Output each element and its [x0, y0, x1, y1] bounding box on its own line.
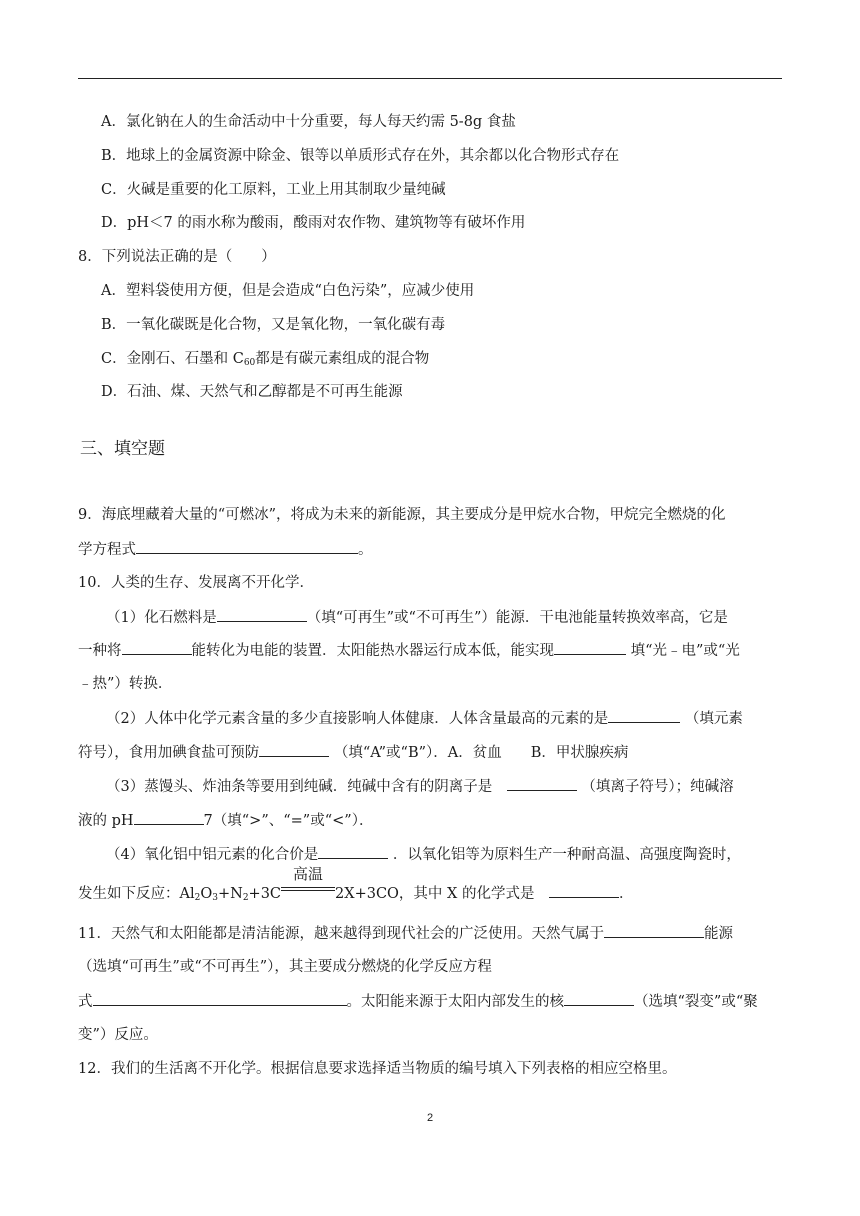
- q10-part3-line2: 液的 pH 7（填“>”、“=”或“<”）．: [78, 810, 373, 831]
- section-title: 三、填空题: [80, 439, 165, 459]
- answer-blank[interactable]: [136, 539, 358, 554]
- header-rule: [78, 78, 782, 79]
- q8-option-b: B．一氧化碳既是化合物，又是氧化物，一氧化碳有毒: [101, 317, 446, 333]
- q10-part2-line2: 符号），食用加碘食盐可预防 （填“A”或“B”）．A．贫血 B．甲状腺疾病: [78, 742, 628, 763]
- q10-part2-line1: （2）人体中化学元素含量的多少直接影响人体健康．人体含量最高的元素的是 （填元素: [106, 708, 743, 729]
- answer-blank[interactable]: [554, 640, 626, 655]
- answer-blank[interactable]: [134, 810, 204, 825]
- q10-stem: 10．人类的生存、发展离不开化学．: [78, 575, 314, 591]
- answer-blank[interactable]: [217, 607, 307, 622]
- answer-blank[interactable]: [549, 883, 619, 898]
- q7-option-c: C．火碱是重要的化工原料，工业上用其制取少量纯碱: [101, 182, 446, 198]
- q10-part1-line3: ﹣热”）转换．: [78, 676, 173, 692]
- q7-option-a: A．氯化钠在人的生命活动中十分重要，每人每天约需 5-8g 食盐: [101, 114, 516, 130]
- q7-option-d: D．pH＜7 的雨水称为酸雨，酸雨对农作物、建筑物等有破坏作用: [101, 215, 526, 231]
- q9-line1: 9．海底埋藏着大量的“可燃冰”，将成为未来的新能源，其主要成分是甲烷水合物，甲烷完全燃烧的化: [78, 507, 726, 523]
- q7-option-b: B．地球上的金属资源中除金、银等以单质形式存在外，其余都以化合物形式存在: [101, 148, 620, 164]
- answer-blank[interactable]: [93, 991, 347, 1006]
- q8-option-d: D．石油、煤、天然气和乙醇都是不可再生能源: [101, 384, 403, 400]
- page-number: 2: [426, 1112, 434, 1124]
- q8-option-a: A．塑料袋使用方便，但是会造成“白色污染”，应减少使用: [101, 283, 475, 299]
- q11-line1: 11．天然气和太阳能都是清洁能源，越来越得到现代社会的广泛使用。天然气属于 能源: [78, 923, 733, 944]
- answer-blank[interactable]: [259, 742, 329, 757]
- q11-line2: （选填“可再生”或“不可再生”），其主要成分燃烧的化学反应方程: [78, 959, 492, 975]
- answer-blank[interactable]: [318, 844, 388, 859]
- q10-part3-line1: （3）蒸馒头、炸油条等要用到纯碱．纯碱中含有的阴离子是 （填离子符号）；纯碱溶: [106, 776, 734, 797]
- answer-blank[interactable]: [604, 923, 704, 938]
- q11-line3: 式 。太阳能来源于太阳内部发生的核 （选填“裂变”或“聚: [78, 991, 758, 1012]
- q10-part1-line1: （1）化石燃料是 （填“可再生”或“不可再生”）能源．干电池能量转换效率高，它是: [106, 607, 728, 628]
- q9-line2: 学方程式 。: [78, 539, 373, 560]
- reaction-arrow: 高温: [281, 884, 335, 898]
- q8-stem: 8．下列说法正确的是（ ）: [78, 249, 276, 265]
- q8-option-c: C．金刚石、石墨和 $C_{60}$都是有碳元素组成的混合物: [101, 351, 430, 368]
- q11-line4: 变”）反应。: [78, 1027, 158, 1043]
- answer-blank[interactable]: [507, 776, 577, 791]
- q12-stem: 12．我们的生活离不开化学。根据信息要求选择适当物质的编号填入下列表格的相应空格里。: [78, 1061, 677, 1077]
- q10-part1-line2: 一种将 能转化为电能的装置．太阳能热水器运行成本低，能实现 填“光﹣电”或“光: [78, 640, 740, 661]
- answer-blank[interactable]: [564, 991, 634, 1006]
- answer-blank[interactable]: [122, 640, 192, 655]
- q10-part4-line2: 发生如下反应：$Al_2O_3+N_2+3C$ 高温 2X+3CO，其中 X 的化学式是 ．: [78, 865, 634, 903]
- q10-part4-line1: （4）氧化铝中铝元素的化合价是 ．以氧化铝等为原料生产一种耐高温、高强度陶瓷时，: [106, 844, 741, 865]
- answer-blank[interactable]: [608, 708, 680, 723]
